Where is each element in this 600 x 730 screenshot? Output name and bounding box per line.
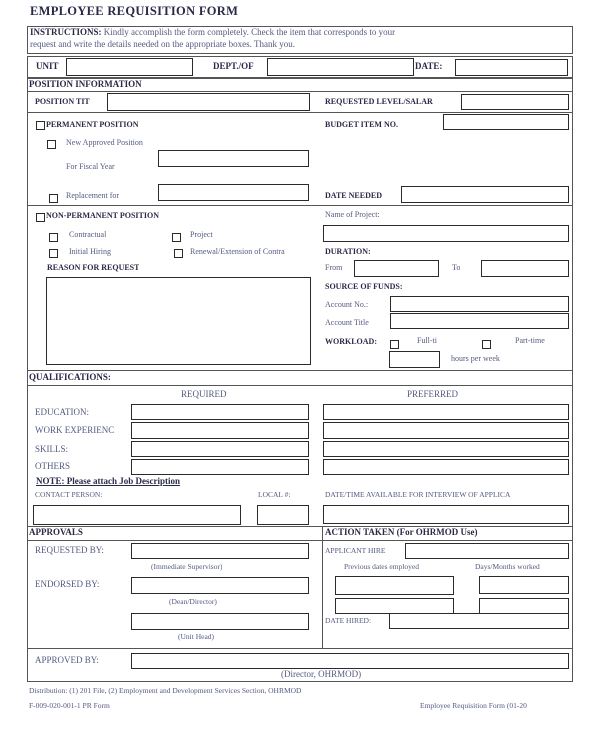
- contact-person-input[interactable]: [33, 505, 241, 525]
- fulltime-checkbox[interactable]: [390, 340, 399, 349]
- days-months-label: Days/Months worked: [475, 563, 540, 571]
- position-info-heading: POSITION INFORMATION: [29, 80, 142, 89]
- requested-level-input[interactable]: [461, 94, 569, 110]
- new-approved-label: New Approved Position: [66, 139, 143, 147]
- education-required-input[interactable]: [131, 404, 309, 420]
- instructions-line2: request and write the details needed on the appropriate boxes. Thank you.: [30, 40, 295, 49]
- interview-availability-input[interactable]: [323, 505, 569, 524]
- reason-textarea[interactable]: [46, 277, 311, 365]
- contractual-label: Contractual: [69, 231, 107, 239]
- work-experience-preferred-input[interactable]: [323, 422, 569, 439]
- divider: [27, 205, 573, 206]
- education-label: EDUCATION:: [35, 408, 89, 417]
- dean-director-caption: (Dean/Director): [169, 598, 217, 606]
- account-title-label: Account Title: [325, 319, 369, 327]
- others-label: OTHERS: [35, 462, 71, 471]
- work-experience-required-input[interactable]: [131, 422, 309, 439]
- unit-head-caption: (Unit Head): [178, 633, 215, 641]
- previous-dates-label: Previous dates employed: [344, 563, 419, 571]
- distribution-note: Distribution: (1) 201 File, (2) Employment and Development Services Section, OHRMOD: [29, 687, 302, 695]
- date-needed-input[interactable]: [401, 186, 569, 203]
- fiscal-year-label: For Fiscal Year: [66, 163, 115, 171]
- job-description-note: NOTE: Please attach Job Description: [36, 477, 180, 486]
- date-hired-label: DATE HIRED:: [325, 617, 372, 625]
- position-title-label: POSITION TIT: [35, 98, 90, 106]
- requested-level-label: REQUESTED LEVEL/SALAR: [325, 98, 433, 106]
- local-number-label: LOCAL #:: [258, 491, 291, 499]
- work-experience-label: WORK EXPERIENC: [35, 426, 115, 435]
- new-approved-checkbox[interactable]: [47, 140, 56, 149]
- renewal-checkbox[interactable]: [174, 249, 183, 258]
- project-checkbox[interactable]: [172, 233, 181, 242]
- unit-input[interactable]: [66, 58, 193, 76]
- fiscal-year-input[interactable]: [158, 150, 309, 167]
- unit-label: UNIT: [36, 62, 59, 71]
- instructions-heading: INSTRUCTIONS:: [30, 28, 102, 37]
- divider: [27, 91, 573, 92]
- applicant-hired-input[interactable]: [405, 543, 569, 559]
- requested-by-input[interactable]: [131, 543, 309, 559]
- contractual-checkbox[interactable]: [49, 233, 58, 242]
- requested-by-label: REQUESTED BY:: [35, 546, 104, 555]
- account-no-input[interactable]: [390, 296, 569, 312]
- endorsed-by-input[interactable]: [131, 577, 309, 594]
- skills-required-input[interactable]: [131, 441, 309, 457]
- from-label: From: [325, 264, 343, 272]
- fulltime-label: Full-ti: [417, 337, 438, 345]
- from-input[interactable]: [354, 260, 439, 277]
- duration-label: DURATION:: [325, 248, 371, 256]
- divider: [27, 385, 573, 386]
- contact-person-label: CONTACT PERSON:: [35, 491, 103, 499]
- divider: [27, 112, 573, 113]
- budget-item-label: BUDGET ITEM NO.: [325, 121, 398, 129]
- initial-hiring-checkbox[interactable]: [49, 249, 58, 258]
- immediate-supervisor-caption: (Immediate Supervisor): [151, 563, 223, 571]
- director-ohrmod-caption: (Director, OHRMOD): [281, 670, 362, 679]
- form-code: F-009-020-001-1 PR Form: [29, 702, 110, 710]
- divider: [27, 526, 573, 527]
- date-label: DATE:: [415, 62, 443, 71]
- parttime-checkbox[interactable]: [482, 340, 491, 349]
- dept-input[interactable]: [267, 58, 414, 76]
- endorsed-by-label: ENDORSED BY:: [35, 580, 100, 589]
- divider: [27, 370, 573, 371]
- previous-dates-input-1[interactable]: [335, 576, 454, 595]
- action-taken-heading: ACTION TAKEN (For OHRMOD Use): [325, 528, 478, 537]
- education-preferred-input[interactable]: [323, 404, 569, 420]
- to-input[interactable]: [481, 260, 569, 277]
- days-months-input-1[interactable]: [479, 576, 569, 594]
- budget-item-input[interactable]: [443, 114, 569, 130]
- initial-hiring-label: Initial Hiring: [69, 248, 111, 256]
- permanent-position-checkbox[interactable]: [36, 121, 45, 130]
- local-number-input[interactable]: [257, 505, 309, 525]
- divider: [27, 648, 573, 649]
- date-input[interactable]: [455, 59, 568, 76]
- qualifications-heading: QUALIFICATIONS:: [29, 373, 111, 382]
- unit-head-input[interactable]: [131, 613, 309, 630]
- renewal-label: Renewal/Extension of Contra: [190, 248, 285, 256]
- name-of-project-input[interactable]: [323, 225, 569, 242]
- approved-by-input[interactable]: [131, 653, 569, 669]
- non-permanent-label: NON-PERMANENT POSITION: [46, 212, 159, 220]
- account-title-input[interactable]: [390, 313, 569, 329]
- previous-dates-input-2[interactable]: [335, 598, 454, 614]
- instructions-text-1: Kindly accomplish the form completely. Check the item that corresponds to your: [103, 28, 396, 37]
- instructions-line1: [30, 28, 395, 37]
- replacement-label: Replacement for: [66, 192, 120, 200]
- required-label: REQUIRED: [181, 390, 227, 399]
- interview-availability-label: DATE/TIME AVAILABLE FOR INTERVIEW OF APPLICA: [325, 491, 511, 499]
- replacement-checkbox[interactable]: [49, 194, 58, 203]
- date-needed-label: DATE NEEDED: [325, 192, 382, 200]
- hours-input[interactable]: [389, 351, 440, 368]
- position-title-input[interactable]: [107, 93, 310, 111]
- parttime-label: Part-time: [515, 337, 545, 345]
- name-of-project-label: Name of Project:: [325, 211, 380, 219]
- non-permanent-checkbox[interactable]: [36, 213, 45, 222]
- replacement-input[interactable]: [158, 184, 309, 201]
- workload-label: WORKLOAD:: [325, 338, 377, 346]
- reason-label: REASON FOR REQUEST: [47, 264, 140, 272]
- approvals-heading: APPROVALS: [29, 528, 83, 537]
- project-label: Project: [190, 231, 213, 239]
- source-funds-label: SOURCE OF FUNDS:: [325, 283, 403, 291]
- others-preferred-input[interactable]: [323, 459, 569, 475]
- days-months-input-2[interactable]: [479, 598, 569, 614]
- skills-preferred-input[interactable]: [323, 441, 569, 457]
- dept-label: DEPT./OF: [213, 62, 254, 71]
- others-required-input[interactable]: [131, 459, 309, 475]
- to-label: To: [452, 264, 461, 272]
- skills-label: SKILLS:: [35, 445, 69, 454]
- form-name: Employee Requisition Form (01-20: [420, 702, 527, 710]
- approvals-divider: [322, 526, 323, 648]
- hours-label: hours per week: [451, 355, 500, 363]
- account-no-label: Account No.:: [325, 301, 369, 309]
- approved-by-label: APPROVED BY:: [35, 656, 99, 665]
- applicant-hired-label: APPLICANT HIRE: [325, 547, 386, 555]
- form-title: EMPLOYEE REQUISITION FORM: [30, 5, 239, 18]
- divider: [27, 540, 573, 541]
- permanent-position-label: PERMANENT POSITION: [46, 121, 139, 129]
- date-hired-input[interactable]: [389, 613, 569, 629]
- preferred-label: PREFERRED: [407, 390, 459, 399]
